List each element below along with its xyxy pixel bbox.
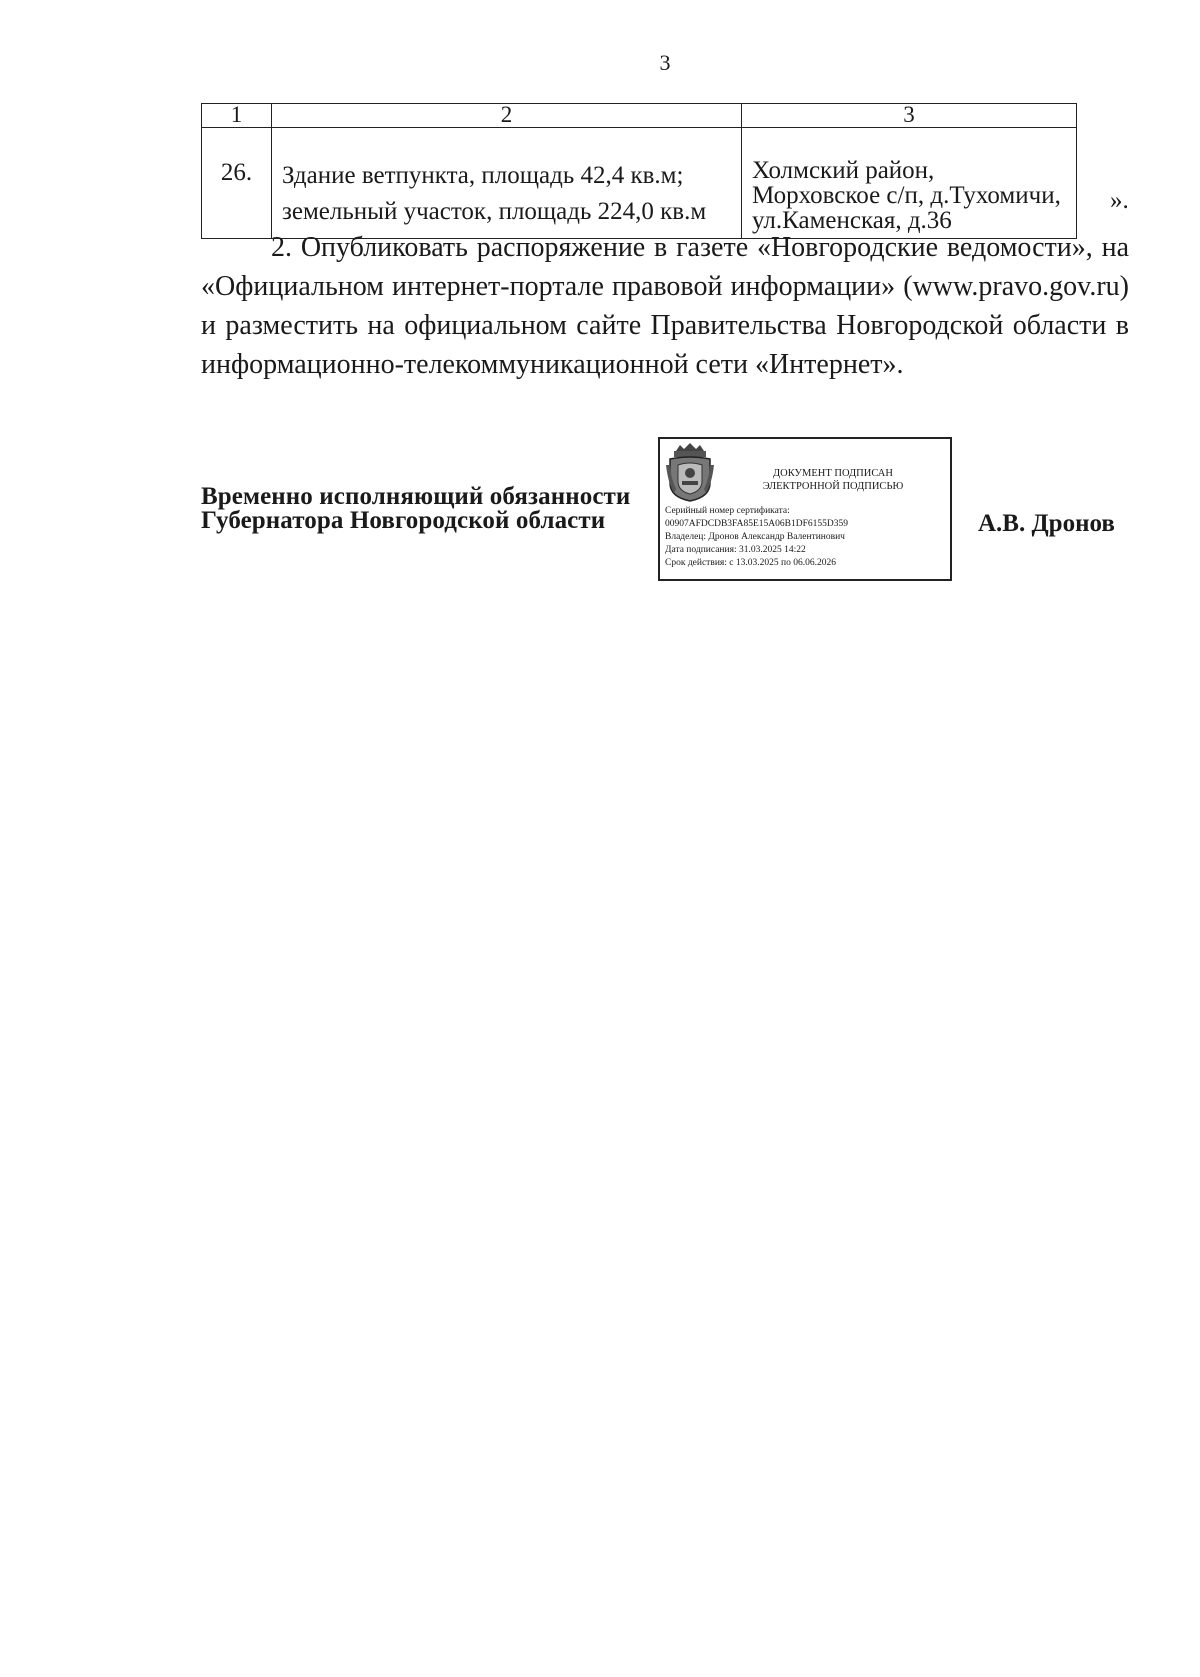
table-header-cell: 1 bbox=[202, 104, 272, 128]
signer-name: А.В. Дронов bbox=[978, 510, 1115, 537]
electronic-signature-stamp bbox=[658, 437, 952, 581]
address-line: ул.Каменская, д.36 bbox=[752, 207, 952, 234]
table-header-row bbox=[202, 104, 1077, 128]
signer-title-line: Губернатора Новгородской области bbox=[201, 507, 606, 534]
table-header-cell: 2 bbox=[272, 104, 742, 128]
description-line: земельный участок, площадь 224,0 кв.м bbox=[282, 198, 707, 225]
stamp-serial: 00907AFDCDB3FA85E15A06B1DF6155D359 bbox=[665, 519, 848, 529]
stamp-heading bbox=[738, 467, 928, 493]
page-number: 3 bbox=[659, 50, 671, 75]
stamp-serial-label: Серийный номер сертификата: bbox=[665, 506, 790, 516]
stamp-heading-line: ЭЛЕКТРОННОЙ ПОДПИСЬЮ bbox=[762, 481, 904, 492]
address-line: Морховское с/п, д.Тухомичи, bbox=[752, 182, 1061, 209]
stamp-signed-date: Дата подписания: 31.03.2025 14:22 bbox=[665, 545, 806, 555]
stamp-validity: Срок действия: с 13.03.2025 по 06.06.2026 bbox=[665, 558, 836, 568]
stamp-heading-line: ДОКУМЕНТ ПОДПИСАН bbox=[773, 468, 893, 479]
table-header-cell: 3 bbox=[742, 104, 1077, 128]
closing-quote: ». bbox=[1110, 187, 1129, 214]
paragraph-text: 2. Опубликовать распоряжение в газете «Новгородские ведомости», на «Официальном интернет-портале правовой информации» (www.pravo.gov.ru) и разместить на официальном сайте Правительства Новгородской области в информационно-телекоммуникационной сети «Интернет». bbox=[201, 232, 1129, 380]
description-line: Здание ветпункта, площадь 42,4 кв.м; bbox=[282, 162, 684, 189]
publication-paragraph bbox=[201, 228, 1129, 384]
row-description bbox=[272, 128, 742, 239]
coat-of-arms-icon bbox=[666, 443, 714, 503]
signer-title bbox=[201, 485, 630, 533]
property-table bbox=[201, 103, 1077, 239]
table-row bbox=[202, 128, 1077, 239]
row-number: 26. bbox=[202, 128, 272, 239]
address-line: Холмский район, bbox=[752, 157, 935, 184]
row-address bbox=[742, 128, 1077, 239]
stamp-details bbox=[665, 505, 848, 570]
stamp-owner: Владелец: Дронов Александр Валентинович bbox=[665, 532, 845, 542]
signer-title-line: Временно исполняющий обязанности bbox=[201, 483, 631, 510]
